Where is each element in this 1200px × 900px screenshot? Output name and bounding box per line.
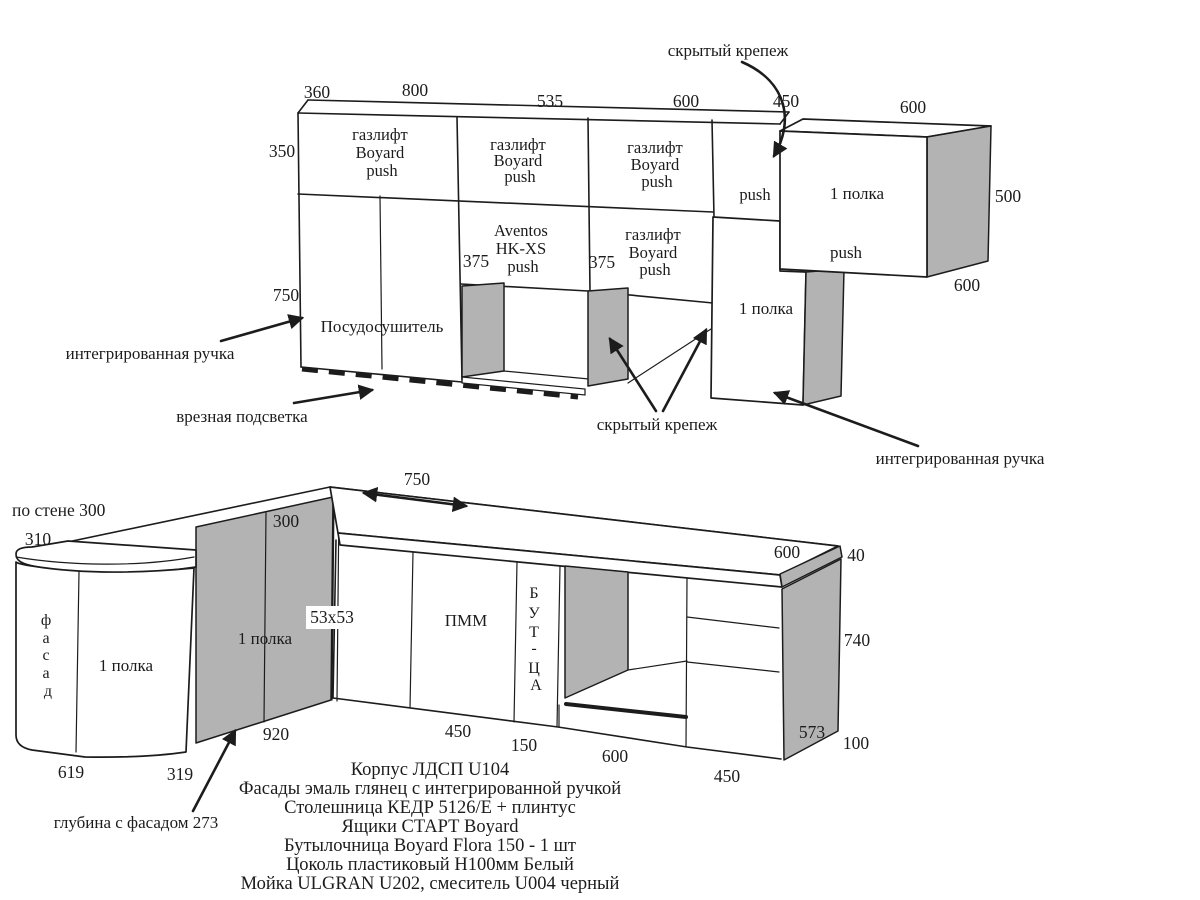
dim-40: 40 <box>847 545 865 565</box>
dim-800: 800 <box>401 80 429 100</box>
facade-vertical-label: ф а с а д <box>40 612 53 700</box>
hidden-mount-top-label: скрытый крепеж <box>667 41 789 60</box>
dishwasher-label: ПММ <box>444 611 488 630</box>
dim-750: 750 <box>272 285 300 305</box>
aventos-label: Aventos HK-XS push <box>494 221 548 276</box>
dim-150: 150 <box>510 735 538 755</box>
spec-line-4: Ящики СТАРТ Boyard <box>341 817 519 837</box>
dim-375-b: 375 <box>588 252 616 272</box>
gas-lift-label-1: газлифт Boyard push <box>352 125 408 180</box>
end-cabinet-shelf-label: 1 полка <box>98 656 154 675</box>
dim-450-pmm: 450 <box>444 721 472 741</box>
tall-cabinet-shelf-label: 1 полка <box>738 299 794 318</box>
spec-line-1: Корпус ЛДСП U104 <box>350 760 510 780</box>
dim-450-drawers: 450 <box>713 766 741 786</box>
gas-lift-label-4: газлифт Boyard push <box>625 225 681 279</box>
dim-600-a: 600 <box>672 91 700 111</box>
niche-side-panel-right <box>588 288 628 386</box>
wall-box-push-label: push <box>829 243 863 262</box>
dim-310: 310 <box>24 529 52 549</box>
dim-319: 319 <box>166 764 194 784</box>
dim-600-depth: 600 <box>773 542 801 562</box>
dim-750-span: 750 <box>403 469 431 489</box>
spec-line-5: Бутылочница Boyard Flora 150 - 1 шт <box>284 836 576 856</box>
gas-lift-label-3: газлифт Boyard push <box>627 138 683 191</box>
dim-300: 300 <box>272 511 300 531</box>
spec-line-6: Цоколь пластиковый Н100мм Белый <box>286 855 574 875</box>
spec-line-2: Фасады эмаль глянец с интегрированной ручкой <box>238 779 622 799</box>
dim-600-c: 600 <box>953 275 981 295</box>
spec-line-7: Мойка ULGRAN U202, смеситель U004 черный <box>240 874 620 894</box>
dim-740: 740 <box>843 630 871 650</box>
depth-note-label: глубина с фасадом 273 <box>53 813 219 832</box>
dim-920: 920 <box>262 724 290 744</box>
dim-600-niche: 600 <box>601 746 629 766</box>
bottle-rack-vertical-label: Б У Т - Ц А <box>528 585 542 694</box>
wall-box-side-panel <box>927 126 991 277</box>
dim-350: 350 <box>268 141 296 161</box>
integrated-handle-left-label: интегрированная ручка <box>65 344 235 363</box>
integrated-handle-right-label: интегрированная ручка <box>875 449 1045 468</box>
spec-line-3: Столешница КЕДР 5126/Е + плинтус <box>284 798 576 818</box>
dim-619: 619 <box>57 762 85 782</box>
tall-cabinet-side-panel <box>803 269 844 405</box>
niche-side-panel-left <box>462 283 504 377</box>
dim-450: 450 <box>772 91 800 111</box>
gas-lift-label-2: газлифт Boyard push <box>490 135 546 186</box>
dim-600-b: 600 <box>899 97 927 117</box>
dim-535: 535 <box>536 91 564 111</box>
dim-573: 573 <box>798 722 826 742</box>
corner-size-label: 53x53 <box>310 607 354 627</box>
return-wall-shelf-label: 1 полка <box>237 629 293 648</box>
dim-375-a: 375 <box>462 251 490 271</box>
dish-dryer-label: Посудосушитель <box>320 317 444 336</box>
dim-100: 100 <box>842 733 870 753</box>
push-door-label: push <box>739 185 771 204</box>
hidden-mount-mid-label: скрытый крепеж <box>596 415 718 434</box>
dim-500: 500 <box>994 186 1022 206</box>
wall-note-label: по стене 300 <box>12 500 106 520</box>
wall-box-shelf-label: 1 полка <box>829 184 885 203</box>
dim-360: 360 <box>303 82 331 102</box>
recessed-light-label: врезная подсветка <box>176 407 308 426</box>
